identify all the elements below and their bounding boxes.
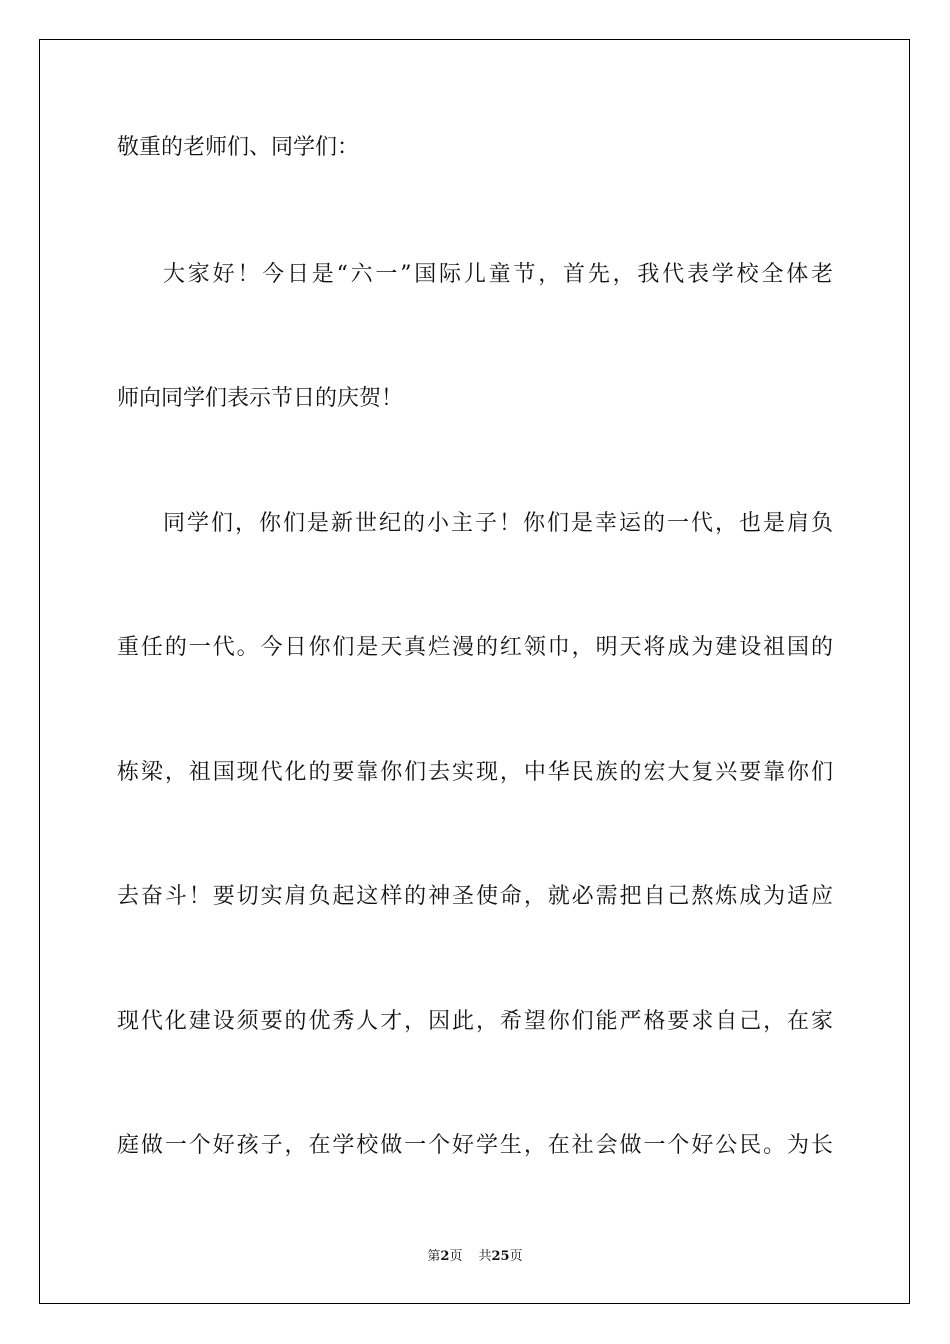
paragraph-2-line-3: 栋梁，祖国现代化的要靠你们去实现，中华民族的宏大复兴要靠你们 (117, 760, 833, 785)
paragraph-1-line-2: 师向同学们表示节日的庆贺！ (117, 386, 404, 411)
page-number: 2 (440, 1249, 450, 1264)
total-prefix: 共 (478, 1249, 492, 1264)
page-prefix: 第 (427, 1249, 441, 1264)
page-footer (0, 1248, 950, 1266)
salutation-line: 敬重的老师们、同学们： (117, 135, 360, 160)
total-suffix: 页 (509, 1249, 523, 1264)
total-pages: 25 (491, 1249, 510, 1264)
page-border (39, 39, 910, 1304)
paragraph-2-line-4: 去奋斗！要切实肩负起这样的神圣使命，就必需把自己熬炼成为适应 (117, 884, 833, 909)
paragraph-1-line-1: 大家好！今日是“六一”国际儿童节，首先，我代表学校全体老 (163, 262, 833, 287)
paragraph-2-line-5: 现代化建设须要的优秀人才，因此，希望你们能严格要求自己，在家 (117, 1009, 833, 1034)
paragraph-2-line-6: 庭做一个好孩子，在学校做一个好学生，在社会做一个好公民。为长 (117, 1133, 833, 1158)
paragraph-2-line-1: 同学们，你们是新世纪的小主子！你们是幸运的一代，也是肩负 (163, 511, 833, 536)
paragraph-2-line-2: 重任的一代。今日你们是天真烂漫的红领巾，明天将成为建设祖国的 (117, 635, 833, 660)
page-suffix: 页 (449, 1249, 463, 1264)
